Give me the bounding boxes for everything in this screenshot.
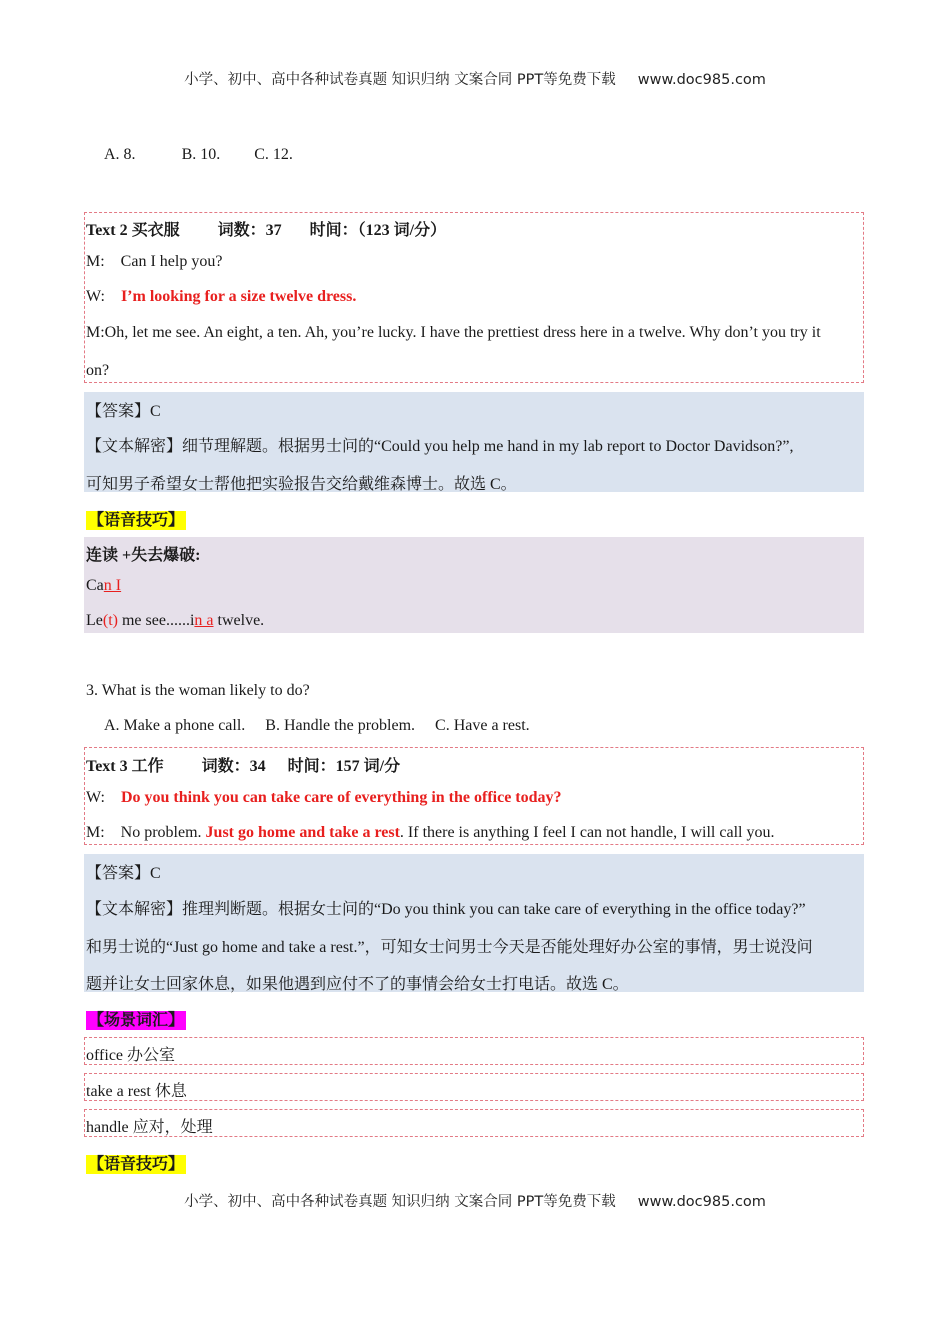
vocab-tag-label: 【场景词汇】: [88, 1012, 185, 1029]
phonetics-tag-label: 【语音技巧】: [88, 1156, 185, 1173]
q2-option-b: B. 10.: [181, 146, 221, 163]
speaker-w: W:: [86, 288, 105, 305]
header-text: 小学、初中、高中各种试卷真题 知识归纳 文案合同 PPT等免费下载: [184, 72, 616, 88]
page-header: [0, 68, 950, 89]
answer3-explain-2: 和男士说的“Just go home and take a rest.”，可知女士问男士今天是否能处理好办公室的事情，男士说没问: [86, 939, 813, 956]
answer3-explain-1: 【文本解密】推理判断题。根据女士问的“Do you think you can take care of everything in the office today?”: [86, 901, 806, 918]
answer2-explain-2: 可知男子希望女士帮他把实验报告交给戴维森博士。故选 C。: [86, 476, 517, 493]
text3-line-1: [86, 789, 562, 807]
linking-mark: n a: [194, 612, 214, 629]
q3-question: 3. What is the woman likely to do?: [86, 682, 310, 699]
header-site: www.doc985.com: [637, 72, 766, 88]
key-sentence: Just go home and take a rest: [205, 824, 400, 841]
text2-title: Text 2 买衣服: [86, 222, 180, 239]
q2-option-a: A. 8.: [104, 146, 136, 163]
page-footer: [0, 1190, 950, 1211]
vocab-item: take a rest 休息: [86, 1083, 187, 1100]
text2-line-1: [86, 253, 222, 271]
text3-title: Text 3 工作: [86, 758, 164, 775]
q3-options: A. Make a phone call. B. Handle the problem. C. Have a rest.: [104, 717, 530, 734]
text2-line-3-cont: on?: [86, 362, 110, 379]
phonetics-tag: [86, 1151, 186, 1174]
phonetics-example-2: [86, 612, 264, 630]
example-text: Ca: [86, 577, 104, 594]
dialogue-text: No problem.: [120, 824, 202, 841]
text3-time: 时间：157 词/分: [287, 758, 401, 775]
speaker-m: M:: [86, 824, 105, 841]
dialogue-text: Can I help you?: [120, 253, 223, 270]
q2-option-c: C. 12.: [254, 146, 293, 163]
key-sentence: Do you think you can take care of everything in the office today?: [120, 789, 562, 806]
linking-mark: n I: [103, 577, 122, 594]
example-text: Le: [86, 612, 103, 629]
answer3-label: 【答案】C: [86, 865, 161, 882]
text3-line-2: [86, 824, 774, 842]
phonetics-example-1: [86, 577, 121, 595]
vocab-item: handle 应对，处理: [86, 1119, 213, 1136]
text2-line-2: [86, 288, 356, 306]
speaker-m: M:: [86, 253, 105, 270]
vocab-tag: [86, 1007, 186, 1030]
phonetics-heading: 连读 +失去爆破:: [86, 547, 201, 564]
phonetics-tag: [86, 507, 186, 530]
text2-word-count: 词数：37: [217, 222, 282, 239]
vocab-item: office 办公室: [86, 1047, 176, 1064]
footer-site: www.doc985.com: [637, 1194, 766, 1210]
text2-title-line: [86, 217, 446, 240]
answer2-explain-1: 【文本解密】细节理解题。根据男士问的“Could you help me hand in my lab report to Doctor Davidson?”,: [86, 438, 794, 455]
answer3-explain-3: 题并让女士回家休息，如果他遇到应付不了的事情会给女士打电话。故选 C。: [86, 976, 629, 993]
key-sentence: I’m looking for a size twelve dress.: [120, 288, 357, 305]
vocab-item-box: [84, 1073, 864, 1101]
dialogue-text: . If there is anything I feel I can not handle, I will call you.: [399, 824, 775, 841]
text3-word-count: 词数：34: [201, 758, 266, 775]
text2-time: 时间：（123 词/分）: [309, 222, 447, 239]
plosion-mark: (t): [102, 612, 118, 629]
answer2-label: 【答案】C: [86, 403, 161, 420]
phonetics-tag-label: 【语音技巧】: [88, 512, 185, 529]
example-text: twelve.: [213, 612, 265, 629]
text3-title-line: [86, 753, 400, 776]
speaker-w: W:: [86, 789, 105, 806]
text2-line-3: M:Oh, let me see. An eight, a ten. Ah, you’re lucky. I have the prettiest dress here in a twelve. Why don’t you try it: [86, 324, 821, 341]
footer-text: 小学、初中、高中各种试卷真题 知识归纳 文案合同 PPT等免费下载: [184, 1194, 616, 1210]
example-text: me see......i: [117, 612, 195, 629]
q2-options: [104, 146, 293, 164]
vocab-item-box: [84, 1037, 864, 1065]
